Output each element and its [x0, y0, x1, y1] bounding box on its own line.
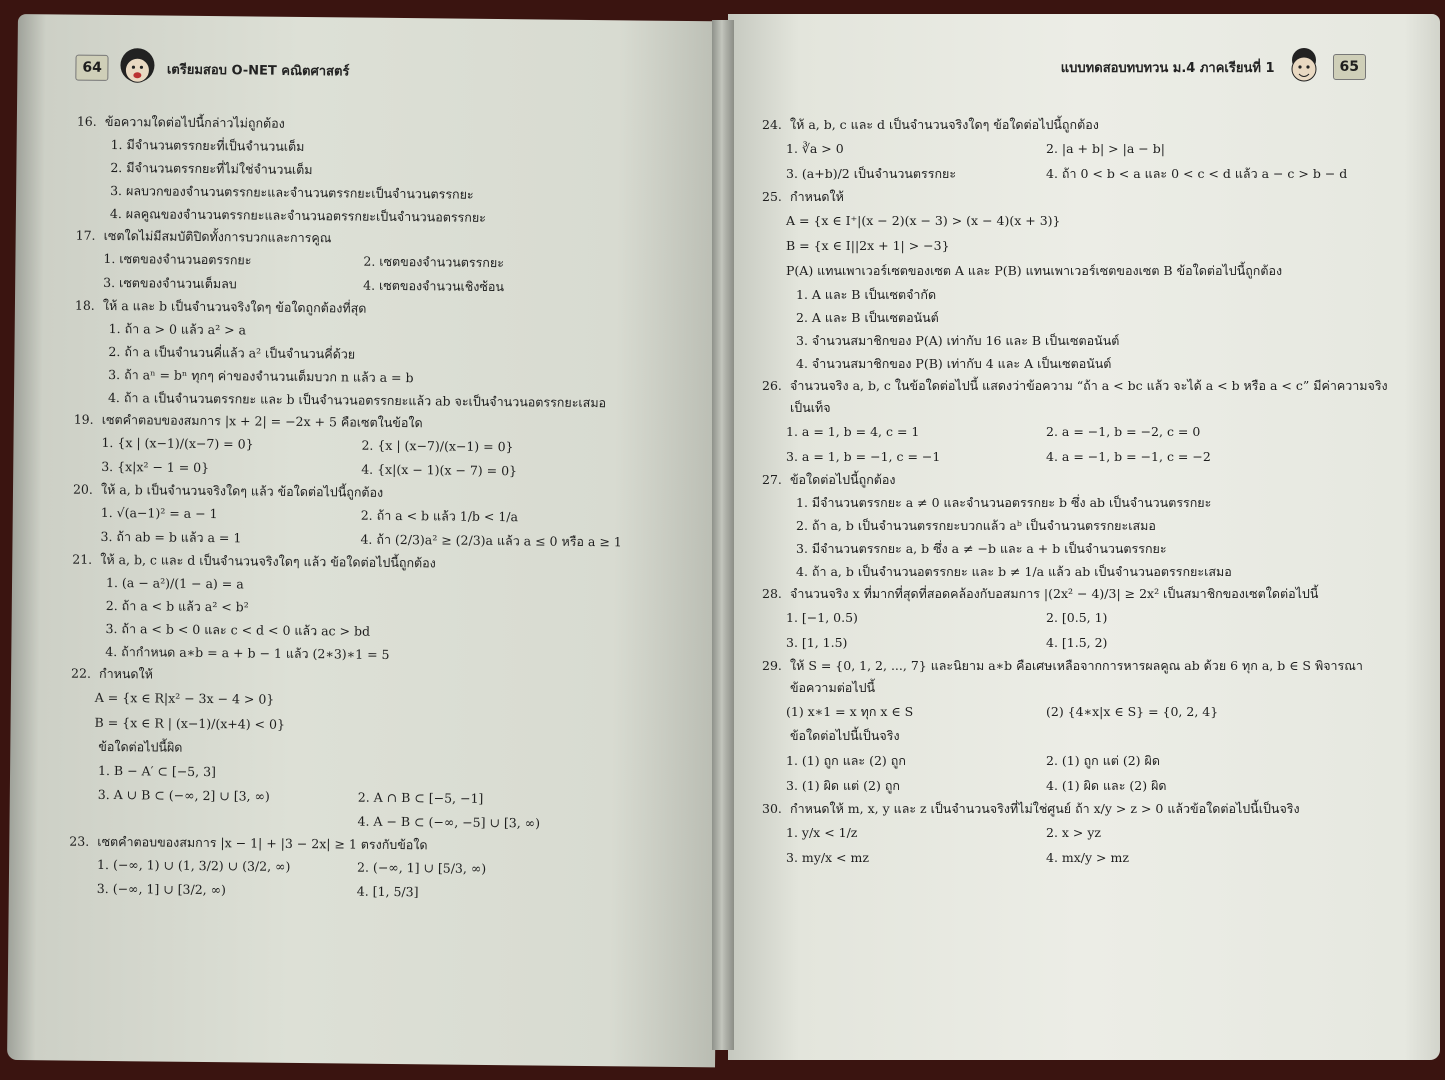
question-text: ให้ a, b เป็นจำนวนจริงใดๆ แล้ว ข้อใดต่อไปนี้ถูกต้อง [100, 481, 384, 500]
question-number: 20. [72, 481, 93, 497]
option-grid [69, 759, 700, 838]
definition-line: A = {x ∈ I⁺|(x − 2)(x − 3) > (x − 4)(x + 3)} [786, 213, 1061, 228]
answer-option: 3. (1) ผิด แต่ (2) ถูก [786, 778, 900, 793]
question-number: 18. [74, 297, 95, 313]
question-title [762, 186, 1402, 208]
question-number: 21. [72, 551, 93, 567]
question-text: ข้อความใดต่อไปนี้กล่าวไม่ถูกต้อง [104, 113, 285, 131]
question-text: กำหนดให้ m, x, y และ z เป็นจำนวนจริงที่ไม่ใช่ศูนย์ ถ้า x/y > z > 0 แล้วข้อใดต่อไปนี้เป็นจริง [790, 801, 1300, 816]
right-header [1061, 44, 1366, 90]
answer-option: 1. มีจำนวนตรรกยะ a ≠ 0 และจำนวนอตรรกยะ b ซึ่ง ab เป็นจำนวนตรรกยะ [796, 495, 1212, 510]
answer-option: 2. a = −1, b = −2, c = 0 [1046, 424, 1201, 439]
right-question-list [762, 114, 1402, 870]
answer-option: 4. เซตของจำนวนเชิงซ้อน [363, 277, 505, 295]
answer-option: 3. จำนวนสมาชิกของ P(A) เท่ากับ 16 และ B เป็นเซตอนันต์ [796, 333, 1120, 348]
girl-mascot-icon [115, 45, 161, 91]
answer-option: 2. (−∞, 1] ∪ [5/3, ∞) [357, 859, 487, 876]
statement-grid [762, 699, 1402, 724]
question-prompt: ข้อใดต่อไปนี้เป็นจริง [790, 728, 900, 743]
answer-option: 4. [1.5, 2) [1046, 635, 1108, 650]
question-block [76, 111, 707, 232]
definition-line: B = {x ∈ I||2x + 1| > −3} [786, 238, 950, 253]
answer-option: 2. A และ B เป็นเซตอนันต์ [796, 310, 939, 325]
left-header [75, 45, 349, 94]
option-grid [762, 820, 1402, 870]
question-number: 23. [69, 833, 90, 849]
option-grid [762, 419, 1402, 469]
question-block [762, 798, 1402, 870]
option-grid [73, 431, 703, 486]
question-text: กำหนดให้ [790, 189, 844, 204]
question-number: 24. [762, 117, 782, 132]
statement: (1) x∗1 = x ทุก x ∈ S [786, 704, 914, 719]
question-text: จำนวนจริง a, b, c ในข้อใดต่อไปนี้ แสดงว่าข้อความ “ถ้า a < bc แล้ว จะได้ a < b หรือ a < c” มีค่าความจริงเป็นเท็จ [790, 378, 1388, 415]
question-number: 17. [75, 227, 96, 243]
answer-option: 1. a = 1, b = 4, c = 1 [786, 424, 920, 439]
question-number: 30. [762, 801, 782, 816]
answer-option: 1. {x | (x−1)/(x−7) = 0} [101, 434, 254, 452]
option-grid [762, 136, 1402, 186]
question-number: 29. [762, 658, 782, 673]
answer-option: 2. มีจำนวนตรรกยะที่ไม่ใช่จำนวนเต็ม [110, 159, 313, 178]
answer-option: 1. เซตของจำนวนอตรรกยะ [103, 250, 252, 268]
statement: (2) {4∗x|x ∈ S} = {0, 2, 4} [1046, 704, 1219, 719]
answer-option: 4. {x|(x − 1)(x − 7) = 0} [361, 461, 518, 479]
definition-line: P(A) แทนเพาเวอร์เซตของเซต A และ P(B) แทนเพาเวอร์เซตของเซต B ข้อใดต่อไปนี้ถูกต้อง [786, 263, 1283, 278]
left-header-title: เตรียมสอบ O-NET คณิตศาสตร์ [166, 62, 350, 79]
question-number: 16. [76, 113, 97, 129]
definition-line: B = {x ∈ R | (x−1)/(x+4) < 0} [94, 714, 286, 732]
question-block [71, 549, 702, 670]
option-grid [75, 247, 705, 302]
answer-option: 2. [0.5, 1) [1046, 610, 1108, 625]
question-title [762, 583, 1402, 605]
question-block [75, 225, 706, 302]
question-number: 26. [762, 378, 782, 393]
question-block [762, 469, 1402, 583]
question-title [762, 114, 1402, 136]
answer-option: 2. |a + b| > |a − b| [1046, 141, 1165, 156]
question-text: ให้ a, b, c และ d เป็นจำนวนจริงใดๆ แล้ว ข้อใดต่อไปนี้ถูกต้อง [100, 551, 436, 571]
answer-option: 3. [1, 1.5) [786, 635, 848, 650]
answer-option [97, 807, 347, 834]
answer-option: 2. ถ้า a, b เป็นจำนวนตรรกยะบวกแล้ว aᵇ เป็นจำนวนตรรกยะเสมอ [796, 518, 1156, 533]
answer-option: 4. จำนวนสมาชิกของ P(B) เท่ากับ 4 และ A เป็นเซตอนันต์ [796, 356, 1112, 371]
question-block [74, 295, 705, 416]
answer-option: 1. (1) ถูก และ (2) ถูก [786, 753, 906, 768]
answer-option: 3. ถ้า aⁿ = bⁿ ทุกๆ ค่าของจำนวนเต็มบวก n แล้ว a = b [108, 366, 414, 386]
option-grid [762, 605, 1402, 655]
question-text: จำนวนจริง x ที่มากที่สุดที่สอดคล้องกับอสมการ |(2x² − 4)/3| ≥ 2x² เป็นสมาชิกของเซตใดต่อไปนี้ [790, 586, 1319, 601]
answer-option: 4. A − B ⊂ (−∞, −5] ∪ [3, ∞) [357, 813, 541, 831]
answer-option: 3. มีจำนวนตรรกยะ a, b ซึ่ง a ≠ −b และ a + b เป็นจำนวนตรรกยะ [796, 541, 1167, 556]
question-number: 19. [73, 411, 94, 427]
answer-option: 1. y/x < 1/z [786, 825, 858, 840]
answer-option: 3. {x|x² − 1 = 0} [101, 458, 210, 476]
answer-option: 2. ถ้า a เป็นจำนวนคี่แล้ว a² เป็นจำนวนคี่ด้วย [108, 343, 356, 362]
answer-option: 3. เซตของจำนวนเต็มลบ [103, 274, 237, 292]
left-page [7, 14, 726, 1067]
answer-option: 4. (1) ผิด และ (2) ผิด [1046, 778, 1167, 793]
question-text: ให้ S = {0, 1, 2, ..., 7} และนิยาม a∗b คือเศษเหลือจากการหารผลคูณ ab ด้วย 6 ทุก a, b ∈ S พิจารณาข้อความต่อไปนี้ [790, 658, 1363, 695]
question-title [762, 655, 1402, 699]
answer-option: 2. (1) ถูก แต่ (2) ผิด [1046, 753, 1160, 768]
answer-option: 2. ถ้า a < b แล้ว 1/b < 1/a [360, 507, 519, 525]
answer-option: 3. A ∪ B ⊂ (−∞, 2] ∪ [3, ∞) [97, 786, 270, 804]
page-number: 64 [75, 55, 109, 81]
question-title [762, 798, 1402, 820]
option-grid [762, 748, 1402, 798]
option-grid [72, 501, 702, 556]
answer-option: 2. {x | (x−7)/(x−1) = 0} [361, 437, 514, 455]
answer-option: 3. a = 1, b = −1, c = −1 [786, 449, 941, 464]
answer-option: 1. √(a−1)² = a − 1 [100, 504, 218, 522]
answer-option: 1. A และ B เป็นเซตจำกัด [796, 287, 937, 302]
question-number: 27. [762, 472, 782, 487]
question-number: 22. [71, 665, 92, 681]
question-text: ให้ a และ b เป็นจำนวนจริงใดๆ ข้อใดถูกต้องที่สุด [102, 297, 367, 316]
question-title [762, 375, 1402, 419]
question-text: เซตใดไม่มีสมบัติปิดทั้งการบวกและการคูณ [103, 227, 332, 246]
question-block [69, 663, 701, 838]
left-question-list [69, 111, 707, 908]
question-block [72, 479, 703, 556]
question-block [762, 186, 1402, 375]
right-page [728, 14, 1440, 1060]
answer-option: 4. ถ้า (2/3)a² ≥ (2/3)a แล้ว a ≤ 0 หรือ a ≥ 1 [360, 531, 622, 550]
answer-option: 1. ถ้า a > 0 แล้ว a² > a [108, 320, 247, 338]
answer-option: 2. เซตของจำนวนตรรกยะ [363, 253, 505, 271]
option-grid [69, 853, 699, 908]
answer-option: 3. ผลบวกของจำนวนตรรกยะและจำนวนตรรกยะเป็นจำนวนตรรกยะ [110, 182, 474, 202]
question-number: 25. [762, 189, 782, 204]
answer-option: 4. a = −1, b = −1, c = −2 [1046, 449, 1211, 464]
answer-option: 1. [−1, 0.5) [786, 610, 858, 625]
answer-option: 2. x > yz [1046, 825, 1102, 840]
boy-mascot-icon [1281, 44, 1327, 90]
question-block [73, 409, 704, 486]
answer-option: 3. (a+b)/2 เป็นจำนวนตรรกยะ [786, 166, 957, 181]
answer-option: 1. มีจำนวนตรรกยะที่เป็นจำนวนเต็ม [110, 136, 305, 155]
answer-option: 3. my/x < mz [786, 850, 869, 865]
answer-option: 4. ถ้า a, b เป็นจำนวนอตรรกยะ และ b ≠ 1/a แล้ว ab เป็นจำนวนอตรรกยะเสมอ [796, 564, 1232, 579]
answer-option: 3. ถ้า a < b < 0 และ c < d < 0 แล้ว ac > bd [105, 620, 371, 639]
answer-option: 3. ถ้า ab = b แล้ว a = 1 [100, 528, 242, 546]
question-prompt: ข้อใดต่อไปนี้ผิด [98, 738, 183, 755]
answer-option: 4. mx/y > mz [1046, 850, 1129, 865]
answer-option: 1. ∛a > 0 [786, 141, 844, 156]
answer-option: 2. ถ้า a < b แล้ว a² < b² [105, 597, 249, 615]
answer-option: 4. ถ้า 0 < b < a และ 0 < c < d แล้ว a − c > b − d [1046, 166, 1348, 181]
question-block [69, 831, 700, 908]
page-number: 65 [1333, 54, 1366, 80]
definition-line: A = {x ∈ R|x² − 3x − 4 > 0} [94, 689, 275, 707]
question-title [762, 469, 1402, 491]
question-block [762, 655, 1402, 798]
question-text: เซตคำตอบของสมการ |x − 1| + |3 − 2x| ≥ 1 ตรงกับข้อใด [97, 833, 428, 853]
book-spine [712, 20, 734, 1050]
question-block [762, 375, 1402, 469]
answer-option: 1. (−∞, 1) ∪ (1, 3/2) ∪ (3/2, ∞) [97, 856, 291, 874]
answer-option: 2. A ∩ B ⊂ [−5, −1] [357, 789, 484, 806]
question-block [762, 583, 1402, 655]
answer-option: 4. [1, 5/3] [356, 883, 419, 900]
question-text: ให้ a, b, c และ d เป็นจำนวนจริงใดๆ ข้อใดต่อไปนี้ถูกต้อง [790, 117, 1099, 132]
question-block [762, 114, 1402, 186]
question-text: ข้อใดต่อไปนี้ถูกต้อง [790, 472, 896, 487]
question-number: 28. [762, 586, 782, 601]
answer-option [358, 762, 700, 790]
right-header-title: แบบทดสอบทบทวน ม.4 ภาคเรียนที่ 1 [1060, 60, 1275, 76]
answer-option: 1. B − A′ ⊂ [−5, 3] [98, 762, 217, 780]
answer-option: 4. ถ้า a เป็นจำนวนตรรกยะ และ b เป็นจำนวนอตรรกยะแล้ว ab จะเป็นจำนวนอตรรกยะเสมอ [107, 389, 607, 411]
answer-option: 1. (a − a²)/(1 − a) = a [105, 574, 244, 592]
question-text: กำหนดให้ [99, 665, 154, 682]
answer-option: 4. ผลคูณของจำนวนตรรกยะและจำนวนอตรรกยะเป็นจำนวนอตรรกยะ [109, 205, 486, 225]
question-text: เซตคำตอบของสมการ |x + 2| = −2x + 5 คือเซตในข้อใด [101, 411, 423, 431]
answer-option: 4. ถ้ากำหนด a∗b = a + b − 1 แล้ว (2∗3)∗1 = 5 [105, 643, 390, 662]
answer-option: 3. (−∞, 1] ∪ [3/2, ∞) [96, 880, 227, 898]
